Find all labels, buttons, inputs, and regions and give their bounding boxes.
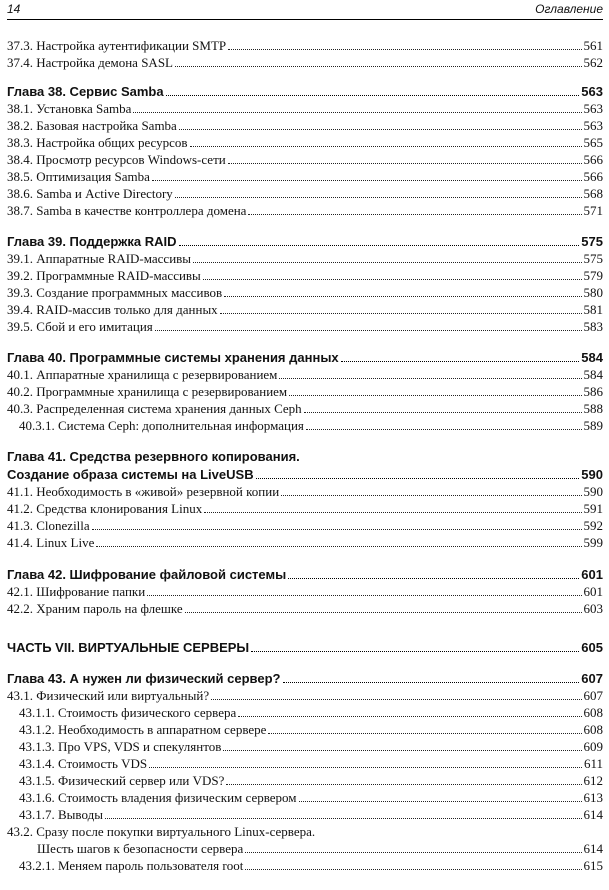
page-number: 14 xyxy=(7,2,21,16)
toc-chapter[interactable]: Создание образа системы на LiveUSB 590 xyxy=(7,467,603,482)
toc-entry[interactable]: 41.4. Linux Live 599 xyxy=(7,535,603,550)
header-title: Оглавление xyxy=(535,2,603,16)
toc-entry[interactable]: 38.7. Samba в качестве контроллера домена 571 xyxy=(7,203,603,218)
toc-entry[interactable]: 38.6. Samba и Active Directory 568 xyxy=(7,186,603,201)
toc-entry[interactable]: 42.1. Шифрование папки 601 xyxy=(7,584,603,599)
toc-chapter[interactable]: Глава 39. Поддержка RAID 575 xyxy=(7,234,603,249)
toc-subentry[interactable]: 43.1.5. Физический сервер или VDS? 612 xyxy=(19,773,603,788)
toc-entry[interactable]: 41.2. Средства клонирования Linux 591 xyxy=(7,501,603,516)
toc-chapter[interactable]: Глава 40. Программные системы хранения данных 584 xyxy=(7,350,603,365)
toc-subentry[interactable]: 43.1.3. Про VPS, VDS и спекулянтов 609 xyxy=(19,739,603,754)
toc-subentry[interactable]: 43.1.6. Стоимость владения физическим сервером 613 xyxy=(19,790,603,805)
toc-part[interactable]: ЧАСТЬ VII. ВИРТУАЛЬНЫЕ СЕРВЕРЫ 605 xyxy=(7,640,603,655)
toc-chapter[interactable]: Глава 43. А нужен ли физический сервер? 607 xyxy=(7,671,603,686)
toc-subentry[interactable]: 43.2.1. Меняем пароль пользователя root 615 xyxy=(19,858,603,873)
toc-entry[interactable]: 39.4. RAID-массив только для данных 581 xyxy=(7,302,603,317)
toc-entry[interactable]: 38.5. Оптимизация Samba 566 xyxy=(7,169,603,184)
toc-chapter[interactable]: Глава 38. Сервис Samba 563 xyxy=(7,84,603,99)
toc-entry[interactable]: 42.2. Храним пароль на флешке 603 xyxy=(7,601,603,616)
toc-chapter[interactable]: Глава 42. Шифрование файловой системы 601 xyxy=(7,567,603,582)
page-header xyxy=(7,2,603,18)
toc-entry[interactable]: 38.1. Установка Samba 563 xyxy=(7,101,603,116)
toc-entry[interactable]: Шесть шагов к безопасности сервера 614 xyxy=(37,841,603,856)
toc-entry[interactable]: 43.1. Физический или виртуальный? 607 xyxy=(7,688,603,703)
toc-entry[interactable]: 39.3. Создание программных массивов 580 xyxy=(7,285,603,300)
toc-chapter-line1[interactable]: Глава 41. Средства резервного копирования. xyxy=(7,449,300,464)
toc-entry[interactable]: 38.2. Базовая настройка Samba 563 xyxy=(7,118,603,133)
toc-subentry[interactable]: 43.1.7. Выводы 614 xyxy=(19,807,603,822)
toc-entry-line1[interactable]: 43.2. Сразу после покупки виртуального Linux-сервера. xyxy=(7,824,316,839)
toc-entry[interactable]: 40.2. Программные хранилища с резервированием 586 xyxy=(7,384,603,399)
toc-entry[interactable]: 39.5. Сбой и его имитация 583 xyxy=(7,319,603,334)
toc-entry[interactable]: 38.3. Настройка общих ресурсов 565 xyxy=(7,135,603,150)
toc-entry[interactable]: 41.3. Clonezilla 592 xyxy=(7,518,603,533)
toc-subentry[interactable]: 40.3.1. Система Ceph: дополнительная информация 589 xyxy=(19,418,603,433)
toc-entry[interactable]: 38.4. Просмотр ресурсов Windows-сети 566 xyxy=(7,152,603,167)
toc-entry[interactable]: 40.3. Распределенная система хранения данных Ceph 588 xyxy=(7,401,603,416)
toc-subentry[interactable]: 43.1.1. Стоимость физического сервера 608 xyxy=(19,705,603,720)
header-rule xyxy=(7,19,603,20)
toc-entry[interactable]: 39.1. Аппаратные RAID-массивы 575 xyxy=(7,251,603,266)
toc-entry[interactable]: 40.1. Аппаратные хранилища с резервированием 584 xyxy=(7,367,603,382)
toc-entry[interactable]: 39.2. Программные RAID-массивы 579 xyxy=(7,268,603,283)
toc-entry[interactable]: 37.3. Настройка аутентификации SMTP 561 xyxy=(7,38,603,53)
toc-subentry[interactable]: 43.1.4. Стоимость VDS 611 xyxy=(19,756,603,771)
toc-entry[interactable]: 37.4. Настройка демона SASL 562 xyxy=(7,55,603,70)
toc-entry[interactable]: 41.1. Необходимость в «живой» резервной копии 590 xyxy=(7,484,603,499)
toc-subentry[interactable]: 43.1.2. Необходимость в аппаратном сервере 608 xyxy=(19,722,603,737)
